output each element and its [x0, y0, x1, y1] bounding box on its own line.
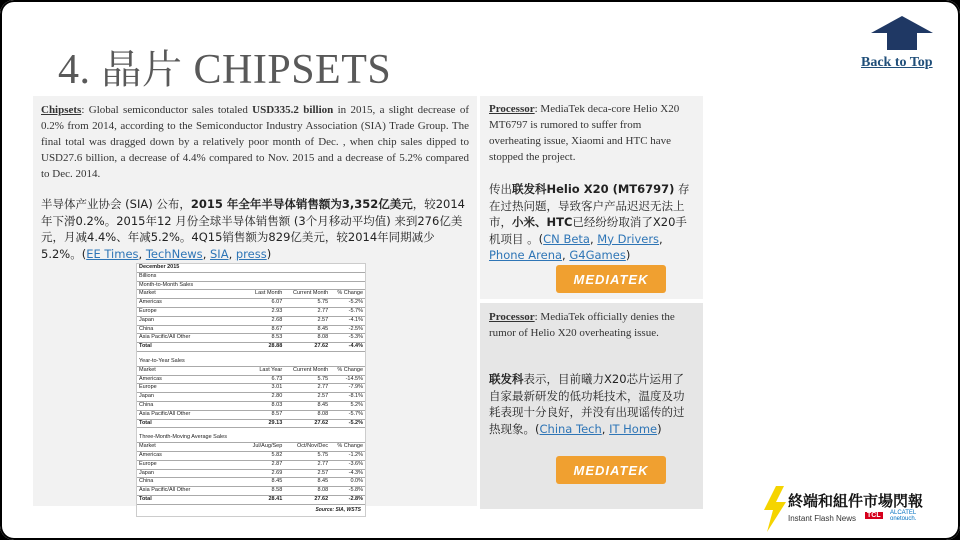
denial-cn-a: 联发科 — [489, 372, 524, 386]
table-cell: Jul/Aug/Sep — [245, 443, 284, 452]
table-cell: China — [137, 478, 245, 487]
table-cell: -1.2% — [330, 451, 365, 460]
table-cell: 8.67 — [245, 325, 284, 334]
table-cell — [284, 358, 330, 366]
table-cell: % Change — [330, 443, 365, 452]
table-cell: -5.8% — [330, 487, 365, 496]
table-row — [137, 307, 365, 316]
table-cell: 2.77 — [284, 384, 330, 393]
table-cell: Year-to-Year Sales — [137, 358, 245, 366]
title-number: 4. — [58, 47, 91, 93]
source-sep: , — [228, 246, 236, 261]
source-link-technews[interactable]: TechNews — [145, 246, 203, 261]
onetouch-text: onetouch. — [890, 516, 917, 522]
source-link-mydrivers[interactable]: My Drivers — [597, 231, 660, 246]
table-row — [137, 487, 365, 496]
table-cell: China — [137, 325, 245, 334]
table-cell: Total — [137, 343, 245, 352]
chipsets-cn-part2: ，较2014年下滑0.2%。2015年12 月份全球半导体销售额 (3个月移动平均值) 来到276亿美元，月减4.4%、年减5.2%。4Q15销售额为829亿美元，较2014年同期减少5.2%。( — [41, 197, 466, 261]
chipsets-cn-bold: 2015 年全年半导体销售额为3,352亿美元 — [190, 197, 413, 211]
table-row — [137, 460, 365, 469]
table-row — [137, 401, 365, 410]
table-cell: 8.08 — [284, 487, 330, 496]
chipsets-en-text — [41, 102, 469, 182]
table-cell: Americas — [137, 375, 245, 384]
table-cell: Asia Pacific/All Other — [137, 334, 245, 343]
brand-cn: 終端和組件市場閃報 — [788, 492, 924, 510]
table-cell — [284, 264, 330, 272]
table-row — [137, 299, 365, 308]
table-cell: -4.1% — [330, 316, 365, 325]
mediatek-logo: MEDIATEK — [556, 456, 666, 484]
table-cell — [245, 281, 284, 290]
table-cell: Last Year — [245, 366, 284, 375]
mediatek-logo: MEDIATEK — [556, 265, 666, 293]
table-cell: -3.6% — [330, 460, 365, 469]
table-cell: 8.58 — [245, 487, 284, 496]
table-source-note: Source: SIA, WSTS — [315, 506, 361, 513]
table-cell: 2.80 — [245, 393, 284, 402]
table-cell: 8.45 — [284, 478, 330, 487]
table-cell: % Change — [330, 366, 365, 375]
processor-rumor-en — [489, 101, 689, 165]
title-cjk: 晶片 — [101, 47, 183, 93]
table-cell: Europe — [137, 460, 245, 469]
denial-cn-b: 表示，目前曦力X20芯片运用了自家最新研发的低功耗技术，温度及功耗表现十分良好，并没有出现谣传的过热现象。( — [489, 372, 685, 436]
table-cell: 3.01 — [245, 384, 284, 393]
chipsets-en-bold: USD335.2 billion — [252, 104, 334, 116]
table-header-row — [137, 443, 365, 452]
table-cell: -5.2% — [330, 299, 365, 308]
table-row — [137, 478, 365, 487]
table-cell: 6.73 — [245, 375, 284, 384]
flash-news-logo — [760, 486, 940, 532]
table-cell: 8.08 — [284, 410, 330, 419]
denial-cn-close: ) — [657, 421, 662, 436]
table-cell: -14.5% — [330, 375, 365, 384]
source-link-sia[interactable]: SIA — [210, 246, 229, 261]
table-unit-row — [137, 272, 365, 281]
table-cell: 8.45 — [284, 401, 330, 410]
table-cell: 2.93 — [245, 307, 284, 316]
table-cell — [284, 281, 330, 290]
table-cell: 27.62 — [284, 419, 330, 428]
table-cell: 5.82 — [245, 451, 284, 460]
source-link-cnbeta[interactable]: CN Beta — [543, 231, 590, 246]
table-cell — [330, 281, 365, 290]
chipsets-en-part2: in 2015, a slight decrease of 0.2% from 2014, according to the Semiconductor Industry Association (SIA) Trade Group. The final total was dragged down by a relatively poor month of Dec. , when chip sales dipped to USD27.6 billion, a decrease of 4.4% compared to Nov. 2015 and a decrease of 5.2% compared to Dec. 2014. — [41, 104, 470, 180]
table-cell: 2.68 — [245, 316, 284, 325]
table-row — [137, 325, 365, 334]
table-cell: -5.7% — [330, 410, 365, 419]
table-row — [137, 451, 365, 460]
table-cell: 2.57 — [284, 469, 330, 478]
source-sep: , — [138, 246, 146, 261]
table-cell — [284, 272, 330, 281]
table-row — [137, 375, 365, 384]
processor-denial-en — [489, 309, 689, 341]
table-row — [137, 495, 365, 504]
table-cell: 2.57 — [284, 316, 330, 325]
sales-table — [137, 264, 365, 505]
processor-label: Processor — [489, 311, 535, 323]
brand-en: Instant Flash News — [788, 514, 857, 523]
source-link-ithome[interactable]: IT Home — [609, 421, 658, 436]
table-cell: 27.62 — [284, 495, 330, 504]
table-cell — [245, 264, 284, 272]
table-cell: Europe — [137, 307, 245, 316]
table-section-row — [137, 358, 365, 366]
table-header-row — [137, 290, 365, 299]
table-cell: 5.75 — [284, 299, 330, 308]
table-cell: 6.07 — [245, 299, 284, 308]
table-row — [137, 410, 365, 419]
table-cell — [330, 272, 365, 281]
source-link-eetimes[interactable]: EE Times — [86, 246, 139, 261]
table-cell: 8.45 — [245, 478, 284, 487]
table-cell — [245, 272, 284, 281]
table-title-row — [137, 264, 365, 272]
table-cell: Three-Month-Moving Average Sales — [137, 434, 245, 442]
table-cell: 8.57 — [245, 410, 284, 419]
table-cell: 8.08 — [284, 334, 330, 343]
up-arrow-icon[interactable] — [871, 16, 933, 50]
processor-rumor-cn — [489, 181, 693, 264]
source-link-press[interactable]: press — [235, 246, 267, 261]
source-link-g4games[interactable]: G4Games — [569, 248, 626, 262]
table-cell: % Change — [330, 290, 365, 299]
table-cell: 8.03 — [245, 401, 284, 410]
table-cell: Americas — [137, 299, 245, 308]
rumor-cn-a: 传出 — [489, 182, 512, 196]
source-sep: , — [202, 246, 210, 261]
table-section-row — [137, 434, 365, 442]
table-cell — [330, 434, 365, 442]
table-cell: -2.5% — [330, 325, 365, 334]
processor-denial-cn — [489, 371, 693, 437]
table-cell: Month-to-Month Sales — [137, 281, 245, 290]
chipsets-cn-part1: 半导体产业协会 (SIA) 公布， — [41, 197, 191, 211]
rumor-cn-c: 存在过热问题，导致客户产品迟迟无法上市， — [489, 182, 690, 229]
table-cell: Oct/Nov/Dec — [284, 443, 330, 452]
alcatel-logo — [890, 510, 916, 522]
lightning-bolt-icon — [762, 486, 788, 532]
processor-label: Processor — [489, 103, 535, 115]
table-cell: 5.2% — [330, 401, 365, 410]
table-cell: 28.41 — [245, 495, 284, 504]
table-cell: Japan — [137, 469, 245, 478]
source-link-chinatech[interactable]: China Tech — [539, 421, 602, 436]
table-cell — [245, 358, 284, 366]
table-row — [137, 334, 365, 343]
table-cell: 2.57 — [284, 393, 330, 402]
processor-rumor-en-text: : MediaTek deca-core Helio X20 MT6797 is rumored to suffer from overheating issue, Xiaomi and HTC have stopped the project. — [489, 103, 680, 163]
table-cell: -5.2% — [330, 419, 365, 428]
chipsets-en-part1: : Global semiconductor sales totaled — [81, 104, 253, 116]
table-header-row — [137, 366, 365, 375]
table-cell: 2.87 — [245, 460, 284, 469]
table-cell: 8.53 — [245, 334, 284, 343]
table-cell: Japan — [137, 393, 245, 402]
table-cell: Billions — [137, 272, 245, 281]
sales-table-image — [136, 263, 366, 517]
table-cell: Total — [137, 495, 245, 504]
table-cell: Japan — [137, 316, 245, 325]
processor-denial-en-text: : MediaTek officially denies the rumor of Helio X20 overheating issue. — [489, 311, 675, 339]
table-cell: Market — [137, 366, 245, 375]
table-cell: Current Month — [284, 290, 330, 299]
table-row — [137, 316, 365, 325]
title-en: CHIPSETS — [193, 47, 392, 93]
table-cell: 2.77 — [284, 460, 330, 469]
table-cell: 5.75 — [284, 451, 330, 460]
tcl-logo: TCL — [867, 512, 881, 519]
table-row — [137, 469, 365, 478]
table-cell: Asia Pacific/All Other — [137, 487, 245, 496]
table-cell: Total — [137, 419, 245, 428]
table-cell: 27.62 — [284, 343, 330, 352]
table-cell: Last Month — [245, 290, 284, 299]
alcatel-text: ALCATEL — [890, 510, 917, 516]
chipsets-label: Chipsets — [41, 104, 82, 116]
table-cell: China — [137, 401, 245, 410]
table-row — [137, 343, 365, 352]
table-cell: -8.1% — [330, 393, 365, 402]
table-cell — [330, 358, 365, 366]
table-cell: Market — [137, 443, 245, 452]
page-title — [58, 38, 391, 95]
source-link-phonearena[interactable]: Phone Arena — [489, 248, 563, 262]
table-cell: 28.88 — [245, 343, 284, 352]
table-cell — [284, 434, 330, 442]
table-row — [137, 419, 365, 428]
table-cell: Market — [137, 290, 245, 299]
chipsets-sources — [86, 247, 267, 261]
table-row — [137, 384, 365, 393]
table-cell: -7.9% — [330, 384, 365, 393]
table-cell: 5.75 — [284, 375, 330, 384]
rumor-sources: CN Beta, My Drivers, Phone Arena, G4Games — [489, 231, 663, 262]
rumor-cn-e: 已经纷纷取消了X20手机项目 。( — [489, 215, 687, 246]
table-section-row — [137, 281, 365, 290]
chipsets-cn-close: ) — [266, 246, 272, 261]
table-cell: -4.4% — [330, 343, 365, 352]
rumor-cn-close: ) — [625, 248, 631, 262]
chipsets-cn-text — [41, 196, 471, 262]
table-row — [137, 393, 365, 402]
denial-sources: China Tech, IT Home — [539, 421, 658, 436]
table-cell: -4.3% — [330, 469, 365, 478]
table-cell: Europe — [137, 384, 245, 393]
table-cell: 0.0% — [330, 478, 365, 487]
table-cell: December 2015 — [137, 264, 245, 272]
table-cell: -2.8% — [330, 495, 365, 504]
table-cell: -5.3% — [330, 334, 365, 343]
table-cell: 2.69 — [245, 469, 284, 478]
back-to-top-link[interactable]: Back to Top — [861, 55, 933, 70]
table-cell: 8.45 — [284, 325, 330, 334]
table-cell: Americas — [137, 451, 245, 460]
rumor-cn-b: 联发科Helio X20 (MT6797) — [512, 182, 675, 196]
table-cell — [245, 434, 284, 442]
table-cell: 29.13 — [245, 419, 284, 428]
rumor-cn-d: 小米、HTC — [512, 215, 573, 229]
table-cell: 2.77 — [284, 307, 330, 316]
table-cell: Current Month — [284, 366, 330, 375]
table-cell: Asia Pacific/All Other — [137, 410, 245, 419]
table-cell: -5.7% — [330, 307, 365, 316]
table-cell — [330, 264, 365, 272]
